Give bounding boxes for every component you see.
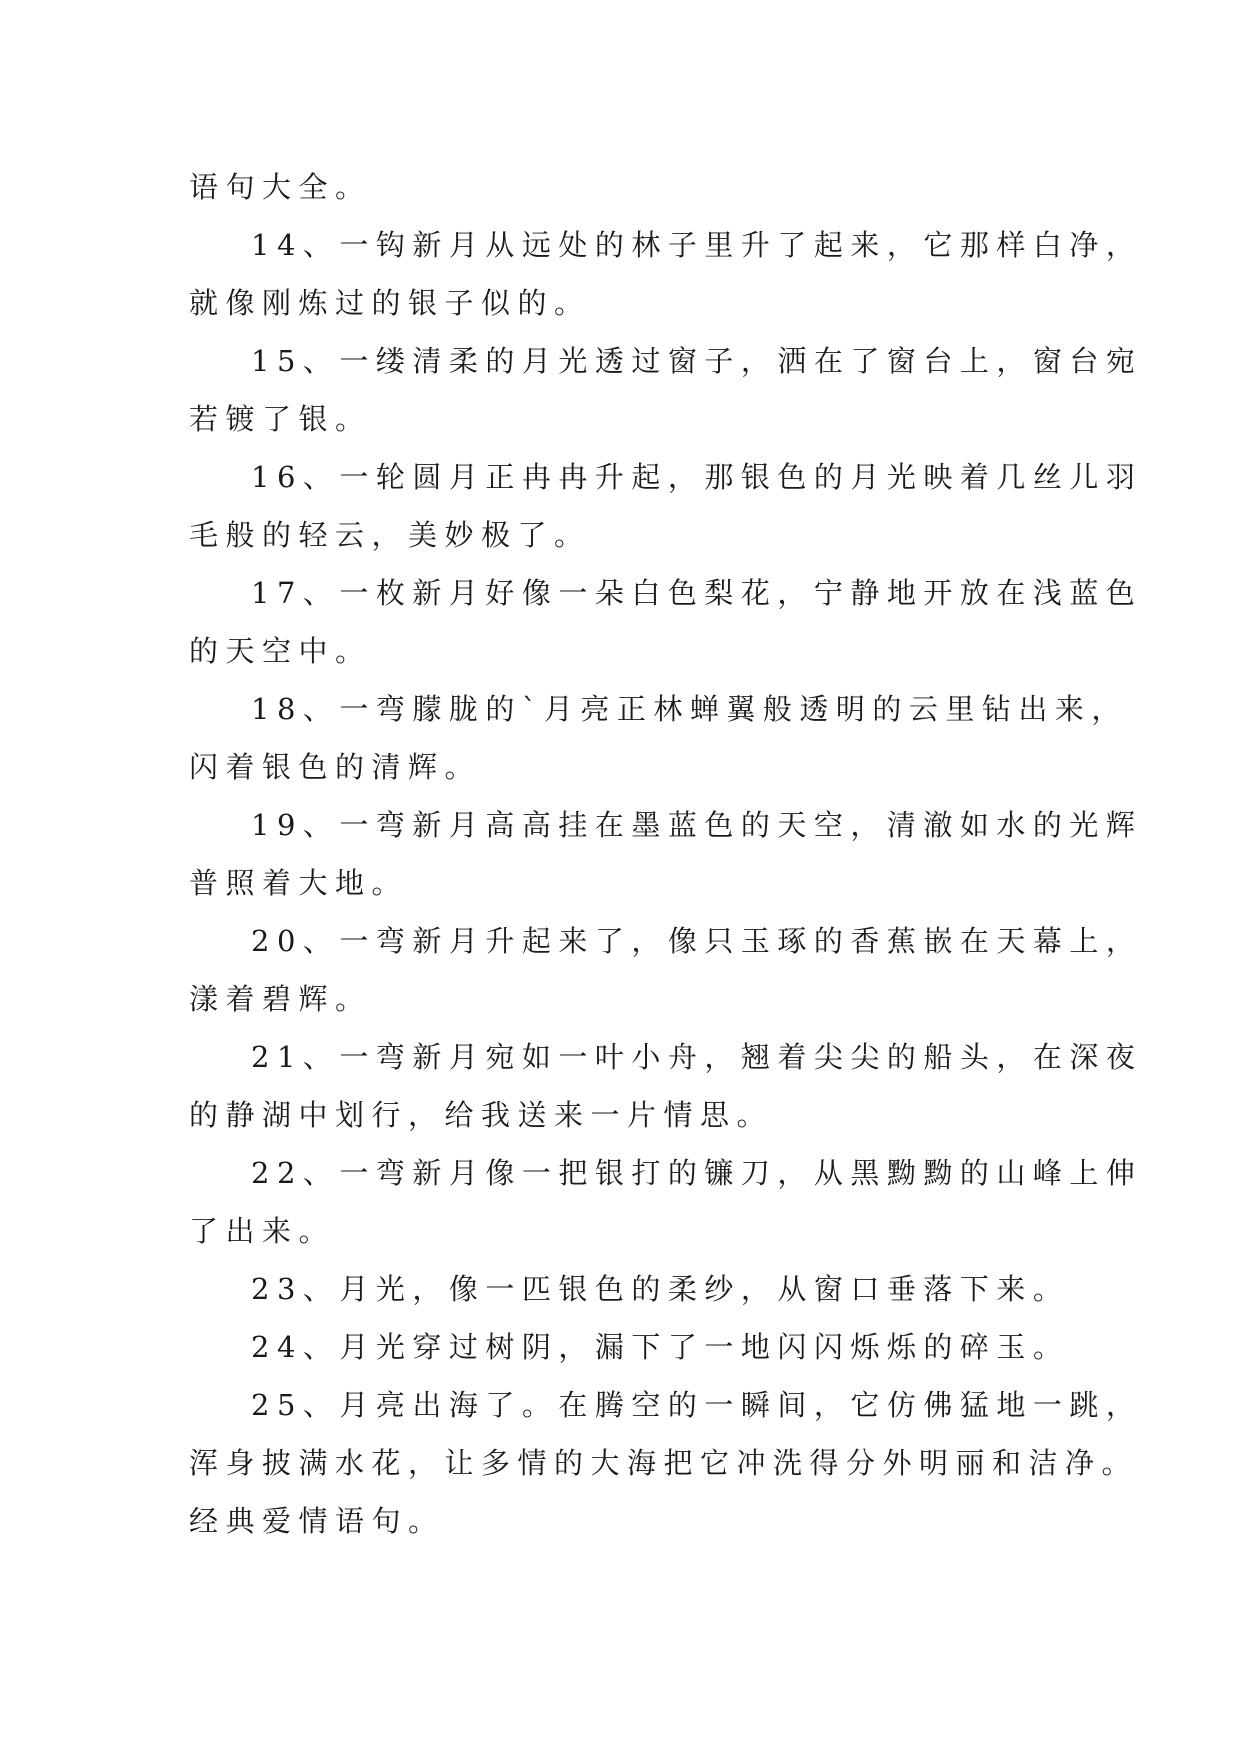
text-line: 若镀了银。 xyxy=(189,402,372,436)
document-body xyxy=(189,158,1143,1550)
text-line: 闪着银色的清辉。 xyxy=(189,750,482,784)
text-line: 25、月亮出海了。在腾空的一瞬间，它仿佛猛地一跳， xyxy=(251,1388,1143,1422)
text-line: 24、月光穿过树阴，漏下了一地闪闪烁烁的碎玉。 xyxy=(251,1330,1070,1364)
text-line: 漾着碧辉。 xyxy=(189,982,372,1016)
text-line: 20、一弯新月升起来了，像只玉琢的香蕉嵌在天幕上， xyxy=(251,924,1143,958)
text-line: 14、一钩新月从远处的林子里升了起来，它那样白净， xyxy=(251,228,1143,262)
text-line: 的天空中。 xyxy=(189,634,372,668)
text-line: 语句大全。 xyxy=(189,170,372,204)
text-line: 22、一弯新月像一把银打的镰刀，从黑黝黝的山峰上伸 xyxy=(251,1156,1143,1190)
text-line: 经典爱情语句。 xyxy=(189,1504,445,1538)
text-line: 毛般的轻云，美妙极了。 xyxy=(189,518,591,552)
text-line: 16、一轮圆月正冉冉升起，那银色的月光映着几丝儿羽 xyxy=(251,460,1143,494)
text-line: 的静湖中划行，给我送来一片情思。 xyxy=(189,1098,774,1132)
text-line: 21、一弯新月宛如一叶小舟，翘着尖尖的船头，在深夜 xyxy=(251,1040,1143,1074)
text-line: 了出来。 xyxy=(189,1214,336,1248)
text-line: 浑身披满水花，让多情的大海把它冲洗得分外明丽和洁净。 xyxy=(189,1446,1139,1480)
text-line: 普照着大地。 xyxy=(189,866,409,900)
text-line: 18、一弯朦胧的`月亮正林蝉翼般透明的云里钻出来， xyxy=(251,692,1128,726)
text-line: 19、一弯新月高高挂在墨蓝色的天空，清澈如水的光辉 xyxy=(251,808,1143,842)
text-line: 15、一缕清柔的月光透过窗子，洒在了窗台上，窗台宛 xyxy=(251,344,1143,378)
text-line: 就像刚炼过的银子似的。 xyxy=(189,286,591,320)
text-line: 17、一枚新月好像一朵白色梨花，宁静地开放在浅蓝色 xyxy=(251,576,1143,610)
text-line: 23、月光，像一匹银色的柔纱，从窗口垂落下来。 xyxy=(251,1272,1070,1306)
